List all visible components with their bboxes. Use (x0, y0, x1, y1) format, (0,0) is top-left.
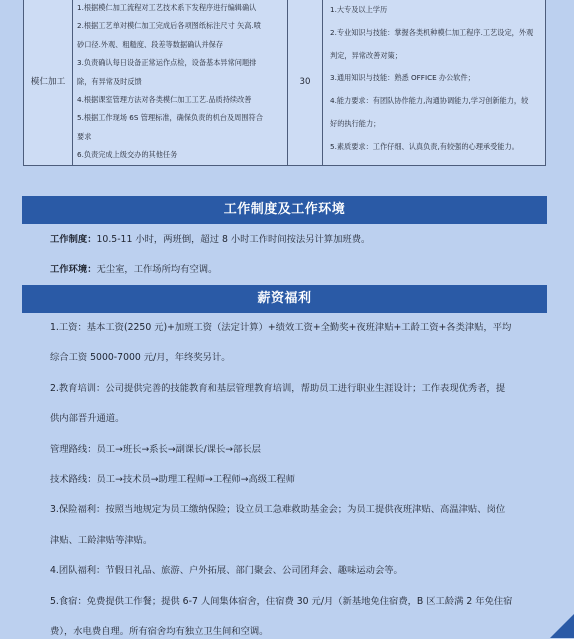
job-count: 30 (299, 76, 311, 87)
job-count-cell (288, 0, 323, 165)
requirement-line: 判定，异常改善对策； (330, 50, 402, 60)
duty-line: 3.负责确认每日设备正常运作点检，设备基本异常问题排 (77, 58, 257, 68)
job-name-cell (24, 0, 73, 165)
requirement-line: 1.大专及以上学历 (330, 5, 388, 14)
work-hours-line (50, 233, 528, 247)
work-env-text: 无尘室，工作场所均有空调。 (96, 264, 218, 275)
duty-line: 砂口径.外观、粗糙度、段差等数据确认并保存 (77, 39, 224, 49)
table-row (24, 0, 546, 165)
job-name: 模仁加工 (30, 76, 66, 87)
duty-line: 1.根据模仁加工流程对工艺技术系下发程序进行编辑确认 (77, 3, 257, 12)
duty-line: 6.负责完成上级交办的其他任务 (77, 150, 178, 160)
benefit-line: 5.食宿：免费提供工作餐；提供 6-7 人间集体宿舍，住宿费 30 元/月（新基地免住宿费，B 区工龄满 2 年免住宿 (50, 596, 513, 607)
benefit-line: 综合工资 5000-7000 元/月，年终奖另计。 (50, 352, 231, 363)
requirement-line: 4.能力要求：有团队协作能力,沟通协调能力,学习创新能力，较 (330, 96, 529, 106)
work-env-line (50, 263, 528, 277)
work-system-banner: 工作制度及工作环境 (22, 196, 547, 224)
work-hours-label: 工作制度： (50, 234, 97, 245)
benefit-line: 1.工资：基本工资(2250 元)+加班工资（法定计算）+绩效工资+全勤奖+夜班津贴+工龄工资+各类津贴，平均 (50, 322, 512, 333)
benefit-line: 津贴、工龄津贴等津贴。 (50, 535, 153, 546)
requirement-line: 5.素质要求：工作仔细、认真负责,有较强的心理承受能力。 (330, 141, 519, 151)
job-requirements-cell (323, 0, 546, 165)
benefit-line: 费），水电费自理。所有宿舍均有独立卫生间和空调。 (50, 626, 269, 637)
benefit-line: 2.教育培训：公司提供完善的技能教育和基层管理教育培训，帮助员工进行职业生涯设计；工作表现优秀者，提 (50, 383, 506, 394)
job-duties-cell (73, 0, 288, 165)
requirement-line: 好的执行能力； (330, 118, 381, 128)
benefit-line: 4.团队福利：节假日礼品、旅游、户外拓展、部门聚会、公司团拜会、趣味运动会等。 (50, 565, 403, 576)
requirement-line: 3.通用知识与技能：熟悉 OFFICE 办公软件； (330, 73, 475, 83)
benefit-line: 技术路线：员工→技术员→助理工程师→工程师→高级工程师 (50, 474, 295, 485)
benefit-line: 供内部晋升通道。 (50, 413, 125, 424)
job-table (23, 0, 546, 166)
benefits-banner: 薪资福利 (22, 285, 547, 313)
work-hours-text: 10.5-11 小时，两班倒，超过 8 小时工作时间按法另计算加班费。 (96, 234, 371, 245)
benefit-line: 管理路线：员工→班长→系长→副课长/课长→部长层 (50, 444, 261, 455)
duty-line: 除，有异常及时反馈 (77, 76, 142, 86)
benefit-line: 3.保险福利：按照当地规定为员工缴纳保险；设立员工急难救助基金会；为员工提供夜班津贴、高温津贴、岗位 (50, 504, 506, 515)
duty-line: 4.根据课室管理方法对各类模仁加工工艺.品质持续改善 (77, 95, 252, 105)
duty-line: 5.根据工作现场 6S 管理标准，确保负责的机台及周围符合 (77, 113, 263, 123)
duty-line: 要求 (77, 131, 92, 141)
work-env-label: 工作环境： (50, 264, 97, 275)
duty-line: 2.根据工艺单对模仁加工完成后各项图纸标注尺寸 矢高.喷 (77, 21, 261, 31)
corner-decoration (550, 614, 574, 638)
requirement-line: 2.专业知识与技能：掌握各类机种模仁加工程序.工艺设定，外观 (330, 27, 534, 37)
